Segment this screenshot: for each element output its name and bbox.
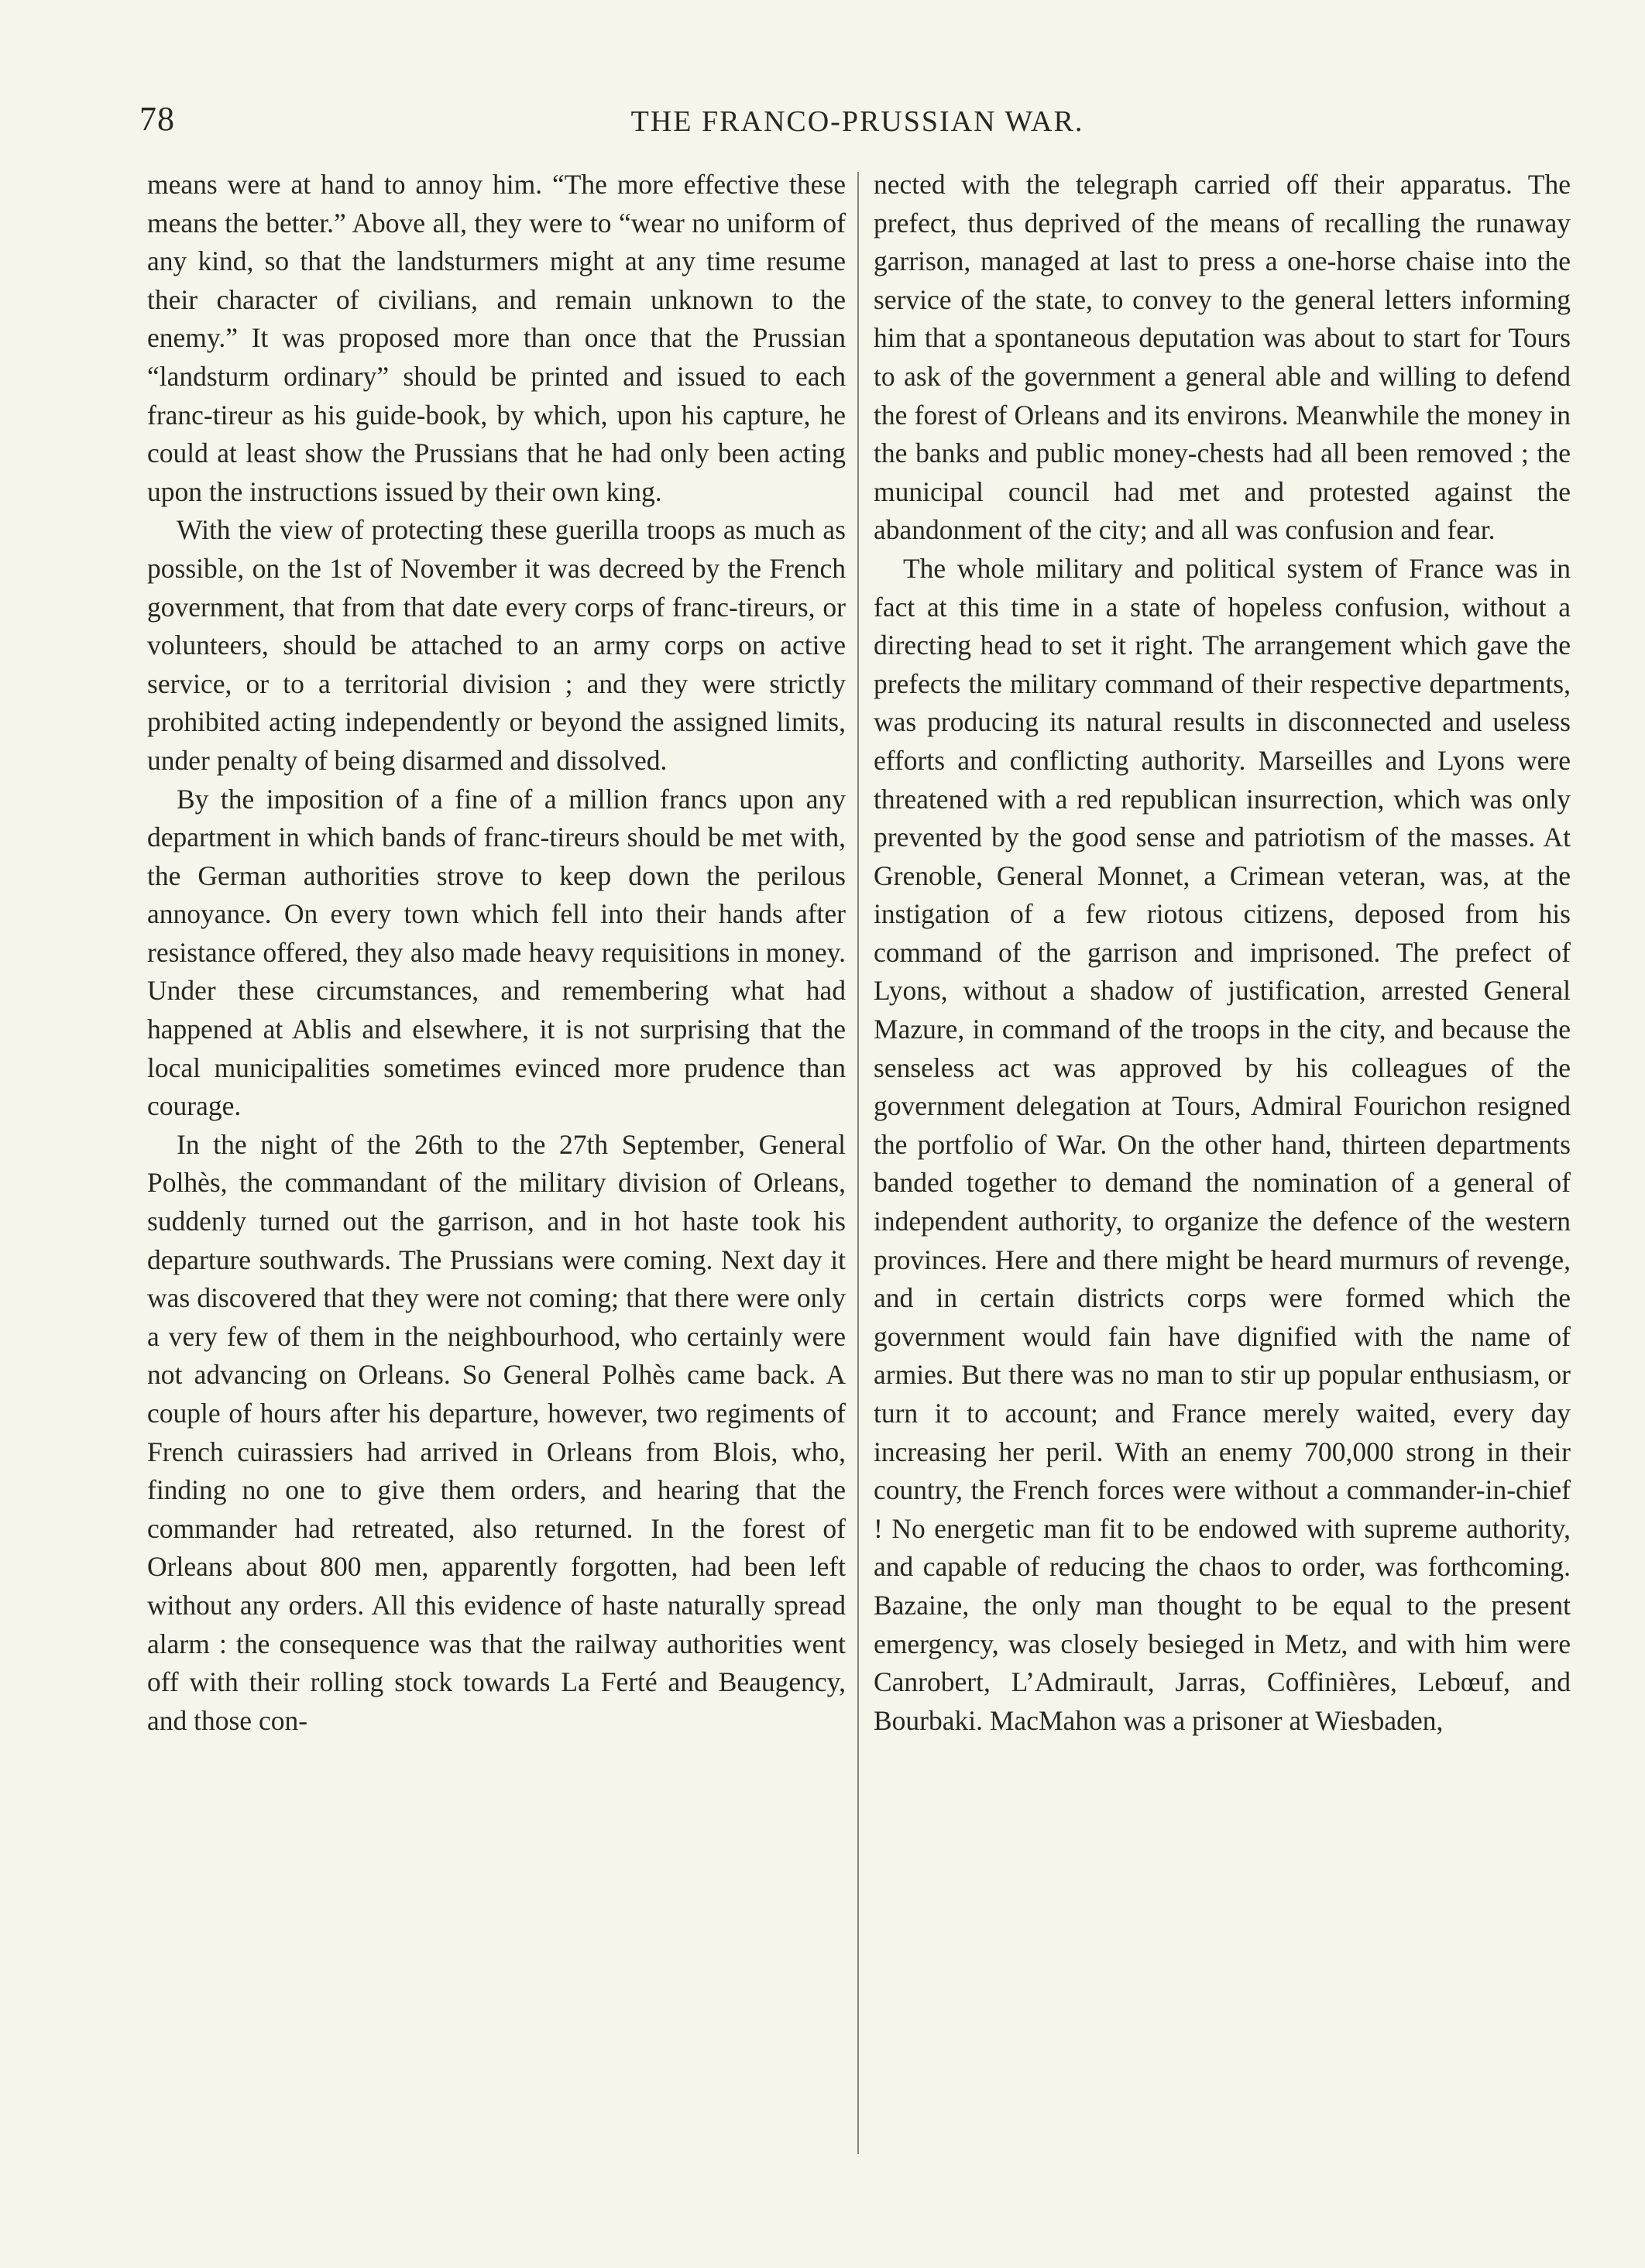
- column-divider: [857, 172, 859, 2154]
- page-number: 78: [139, 100, 175, 138]
- left-column: [147, 166, 846, 1740]
- paragraph: nected with the telegraph carried off their apparatus. The prefect, thus deprived of the means of recalling the runaway garrison, managed at last to press a one-horse chaise into the service of the state, to convey to the general letters informing him that a spontaneous deputation was about to start for Tours to ask of the government a general able and willing to defend the forest of Orleans and its environs. Meanwhile the money in the banks and public money-chests had all been removed ; the municipal council had met and protested against the abandonment of the city; and all was confusion and fear.: [874, 169, 1571, 546]
- paragraph: With the view of protecting these guerilla troops as much as possible, on the 1st of November it was decreed by the French government, that from that date every corps of franc-tireurs, or volunteers, should be attached to an army corps on active service, or to a territorial division ; and they were strictly prohibited acting independently or beyond the assigned limits, under penalty of being disarmed and dissolved.: [147, 514, 846, 776]
- right-column: [874, 166, 1571, 1740]
- paragraph: The whole military and political system of France was in fact at this time in a state of hopeless confusion, without a directing head to set it right. The arrangement which gave the prefects the military command of their respective departments, was producing its natural results in disconnected and useless efforts and conflicting authority. Marseilles and Lyons were threatened with a red republican insurrection, which was only prevented by the good sense and patriotism of the masses. At Grenoble, General Monnet, a Crimean veteran, was, at the instigation of a few riotous citizens, deposed from his command of the garrison and imprisoned. The prefect of Lyons, without a shadow of justification, arrested General Mazure, in command of the troops in the city, and because the senseless act was approved by his colleagues of the government delegation at Tours, Admiral Fourichon resigned the portfolio of War. On the other hand, thirteen departments banded together to demand the nomination of a general of independent authority, to organize the defence of the western provinces. Here and there might be heard murmurs of revenge, and in certain districts corps were formed which the government would fain have dignified with the name of armies. But there was no man to stir up popular enthusiasm, or turn it to account; and France merely waited, every day increasing her peril. With an enemy 700,000 strong in their country, the French forces were without a commander-in-chief ! No energetic man fit to be endowed with supreme authority, and capable of reducing the chaos to order, was forthcoming. Bazaine, the only man thought to be equal to the present emergency, was closely besieged in Metz, and with him were Canrobert, L’Admirault, Jarras, Coffinières, Lebœuf, and Bourbaki. MacMahon was a prisoner at Wiesbaden,: [874, 552, 1571, 1736]
- running-head-title: THE FRANCO-PRUSSIAN WAR.: [630, 105, 1084, 138]
- paragraph: By the imposition of a fine of a million francs upon any department in which bands of franc-tireurs should be met with, the German authorities strove to keep down the perilous annoyance. On every town which fell into their hands after resistance offered, they also made heavy requisitions in money. Under these circumstances, and remembering what had happened at Ablis and elsewhere, it is not surprising that the local municipalities sometimes evinced more prudence than courage.: [147, 783, 846, 1122]
- paragraph: In the night of the 26th to the 27th September, General Polhès, the commandant of the military division of Orleans, suddenly turned out the garrison, and in hot haste took his departure southwards. The Prussians were coming. Next day it was discovered that they were not coming; that there were only a very few of them in the neighbourhood, who certainly were not advancing on Orleans. So General Polhès came back. A couple of hours after his departure, however, two regiments of French cuirassiers had arrived in Orleans from Blois, who, finding no one to give them orders, and hearing that the commander had retreated, also returned. In the forest of Orleans about 800 men, apparently forgotten, had been left without any orders. All this evidence of haste naturally spread alarm : the consequence was that the railway authorities went off with their rolling stock towards La Ferté and Beaugency, and those con-: [147, 1128, 846, 1736]
- paragraph: means were at hand to annoy him. “The more effective these means the better.” Above all, they were to “wear no uniform of any kind, so that the landsturmers might at any time resume their character of civilians, and remain unknown to the enemy.” It was proposed more than once that the Prussian “landsturm ordinary” should be printed and issued to each franc-tireur as his guide-book, by which, upon his capture, he could at least show the Prussians that he had only been acting upon the instructions issued by their own king.: [147, 169, 846, 507]
